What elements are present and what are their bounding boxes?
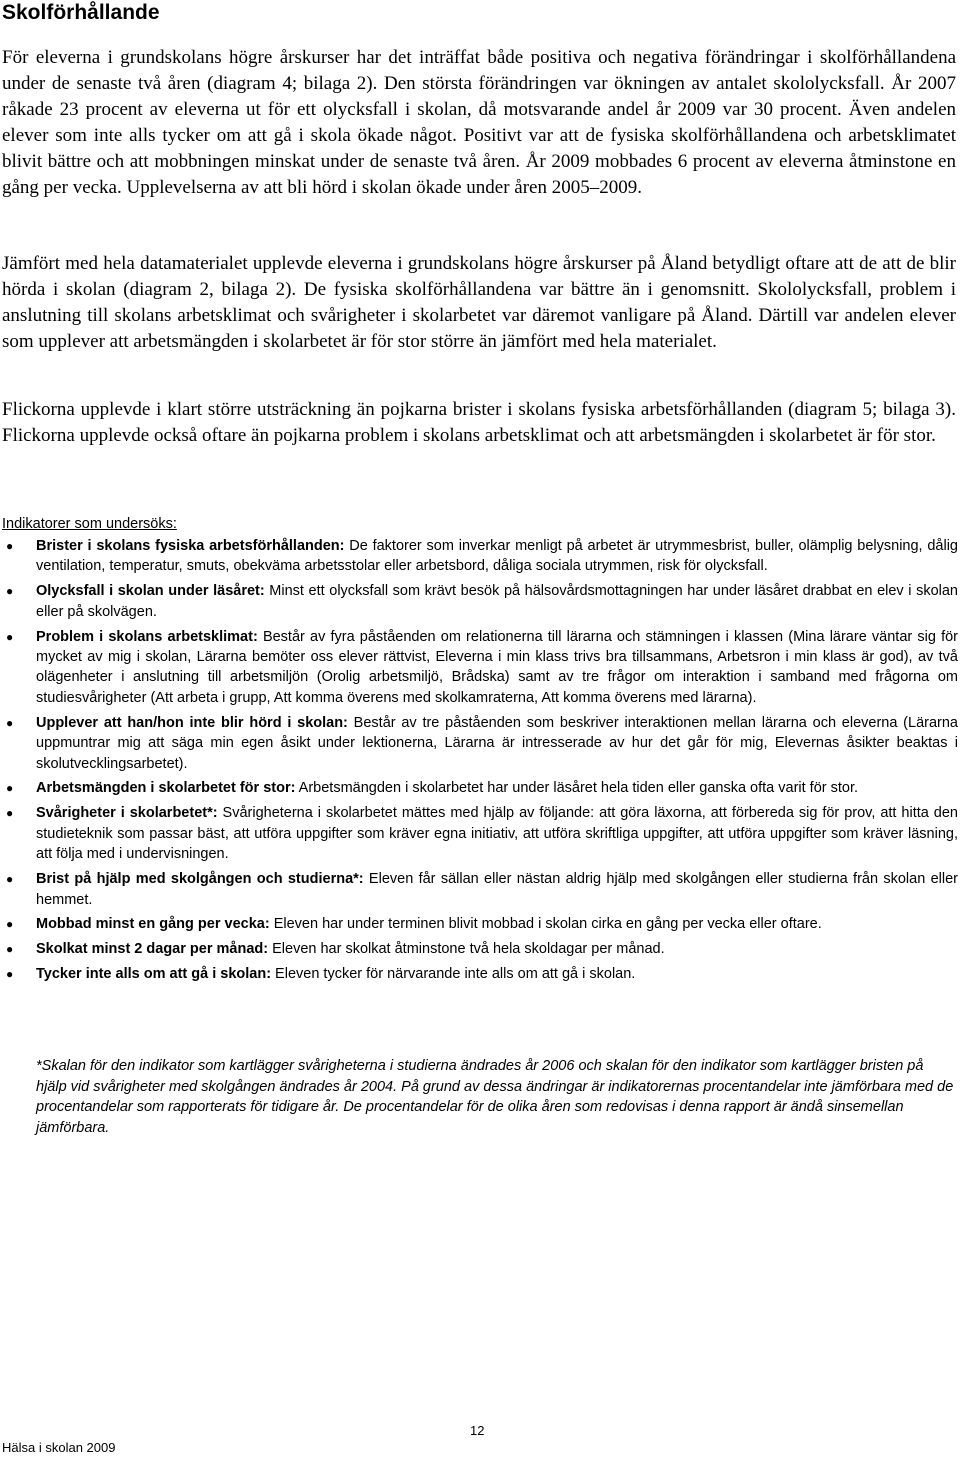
- indicator-item: [0, 581, 958, 622]
- bullet-icon: ●: [6, 917, 14, 932]
- indicator-term: Tycker inte alls om att gå i skolan:: [36, 966, 272, 983]
- indicators-heading: Indikatorer som undersöks:: [2, 516, 177, 532]
- indicator-term: Olycksfall i skolan under läsåret:: [36, 583, 265, 600]
- indicator-item: [0, 778, 958, 798]
- indicator-item: [0, 914, 958, 934]
- bullet-icon: ●: [6, 539, 14, 553]
- indicator-term: Upplever att han/hon inte blir hörd i skolan:: [36, 714, 348, 731]
- bullet-icon: ●: [6, 942, 14, 957]
- indicator-list: [0, 536, 958, 989]
- bullet-icon: ●: [6, 872, 14, 887]
- bullet-icon: ●: [6, 629, 14, 644]
- indicator-item: [0, 713, 958, 774]
- indicator-term: Problem i skolans arbetsklimat:: [36, 628, 258, 645]
- indicator-term: Arbetsmängden i skolarbetet för stor:: [36, 780, 296, 797]
- indicator-term: Skolkat minst 2 dagar per månad:: [36, 941, 269, 958]
- bullet-icon: ●: [6, 781, 14, 796]
- indicator-item: [0, 536, 958, 577]
- indicator-description: Minst ett olycksfall som krävt besök på hälsovårdsmottagningen har under läsåret drabbat en elev i skolan eller på skolvägen.: [36, 583, 958, 620]
- indicator-description: Består av tre påståenden som beskriver interaktionen mellan lärarna och eleverna (Lärarna uppmuntrar mig att säga min egen åsikt under lektionerna, Lärarna är intresserade av hur det går för mig, Elevernas åsikter beaktas i skolutvecklingsarbetet).: [36, 714, 958, 772]
- indicator-description: Består av fyra påståenden om relationerna till lärarna och stämningen i klassen (Mina lärare väntar sig för mycket av mig i skolan, Lärarna bemöter oss elever rättvist, Eleverna i min klass trivs bra tillsammans, Arbetsron i min klass är god), av två olägenheter i anslutning till arbetsmiljön (Orolig arbetsmiljö, Brådska) samt av tre frågor om interaktion i samband med frågorna om studiesvårigheter (Att arbeta i grupp, Att komma överens med skolkamraterna, Att komma överens med lärarna).: [36, 628, 958, 706]
- bullet-icon: ●: [6, 967, 14, 982]
- indicator-description: Svårigheterna i skolarbetet mättes med hjälp av följande: att göra läxorna, att förbereda sig för prov, att hitta den studieteknik som passar bäst, att utföra uppgifter som kräver egna initiativ, att utföra skriftliga uppgifter, att utföra uppgifter som kräver läsning, att följa med i undervisningen.: [36, 805, 958, 863]
- indicator-description: Eleven har under terminen blivit mobbad i skolan cirka en gång per vecka eller oftare.: [269, 916, 822, 933]
- indicator-term: Brist på hjälp med skolgången och studierna*:: [36, 871, 364, 888]
- indicator-description: Eleven tycker för närvarande inte alls om att gå i skolan.: [271, 966, 636, 983]
- section-title: Skolförhållande: [2, 1, 160, 24]
- indicator-description: Eleven får sällan eller nästan aldrig hjälp med skolgången eller studierna från skolan eller hemmet.: [36, 871, 958, 908]
- indicator-item: [0, 627, 958, 709]
- indicator-item: [0, 964, 958, 984]
- indicator-item: [0, 869, 958, 910]
- paragraph-2: Jämfört med hela datamaterialet upplevde eleverna i grundskolans högre årskurser på Åland betydligt oftare att de att de blir hörda i skolan (diagram 2, bilaga 2). De fysiska skolförhållandena var bättre än i genomsnitt. Skololycksfall, problem i anslutning till skolans arbetsklimat och svårigheter i skolarbetet var däremot vanligare på Åland. Därtill var andelen elever som upplever att arbetsmängden i skolarbetet är för stor större än jämfört med hela materialet.: [2, 253, 956, 352]
- bullet-icon: ●: [6, 584, 14, 599]
- paragraph-1: För eleverna i grundskolans högre årskurser har det inträffat både positiva och negativa förändringar i skolförhållandena under de senaste två åren (diagram 4; bilaga 2). Den största förändringen var ökningen av antalet skololycksfall. År 2007 råkade 23 procent av eleverna ut för ett olycksfall i skolan, då motsvarande andel år 2009 var 30 procent. Även andelen elever som inte alls tycker om att gå i skola ökade något. Positivt var att de fysiska skolförhållandena och arbetsklimatet blivit bättre och att mobbningen minskat under de senaste två åren. År 2009 mobbades 6 procent av eleverna åtminstone en gång per vecka. Upplevelserna av att bli hörd i skolan ökade under åren 2005–2009.: [2, 47, 956, 198]
- indicator-term: Svårigheter i skolarbetet*:: [36, 805, 218, 822]
- bullet-icon: ●: [6, 806, 14, 821]
- footer-title: Hälsa i skolan 2009: [2, 1440, 116, 1455]
- bullet-icon: ●: [6, 715, 14, 730]
- indicator-term: Mobbad minst en gång per vecka:: [36, 916, 270, 933]
- footnote: *Skalan för den indikator som kartlägger svårigheterna i studierna ändrades år 2006 och skalan för den indikator som kartlägger bristen på hjälp vid svårigheter med skolgången ändrades år 2004. På grund av dessa ändringar är indikatorernas procentandelar inte jämförbara med de procentandelar som rapporterats för tidigare år. De procentandelar för de olika åren som redovisas i denna rapport är ändå sinsemellan jämförbara.: [36, 1058, 954, 1136]
- paragraph-3: Flickorna upplevde i klart större utsträckning än pojkarna brister i skolans fysiska arbetsförhållanden (diagram 5; bilaga 3). Flickorna upplevde också oftare än pojkarna problem i skolans arbetsklimat och att arbetsmängden i skolarbetet är för stor.: [2, 399, 956, 446]
- indicator-item: [0, 803, 958, 864]
- indicator-description: Eleven har skolkat åtminstone två hela skoldagar per månad.: [268, 941, 665, 958]
- indicator-description: De faktorer som inverkar menligt på arbetet är utrymmesbrist, buller, olämplig belysning, dålig ventilation, temperatur, smuts, obekväma arbetsstolar eller arbetsbord, dåliga sociala utrymmen, risk för olycksfall.: [36, 538, 958, 575]
- indicator-item: [0, 939, 958, 959]
- indicator-description: Arbetsmängden i skolarbetet har under läsåret hela tiden eller ganska ofta varit för stor.: [295, 780, 859, 797]
- indicator-term: Brister i skolans fysiska arbetsförhållanden:: [36, 538, 345, 554]
- page-number: 12: [470, 1423, 485, 1438]
